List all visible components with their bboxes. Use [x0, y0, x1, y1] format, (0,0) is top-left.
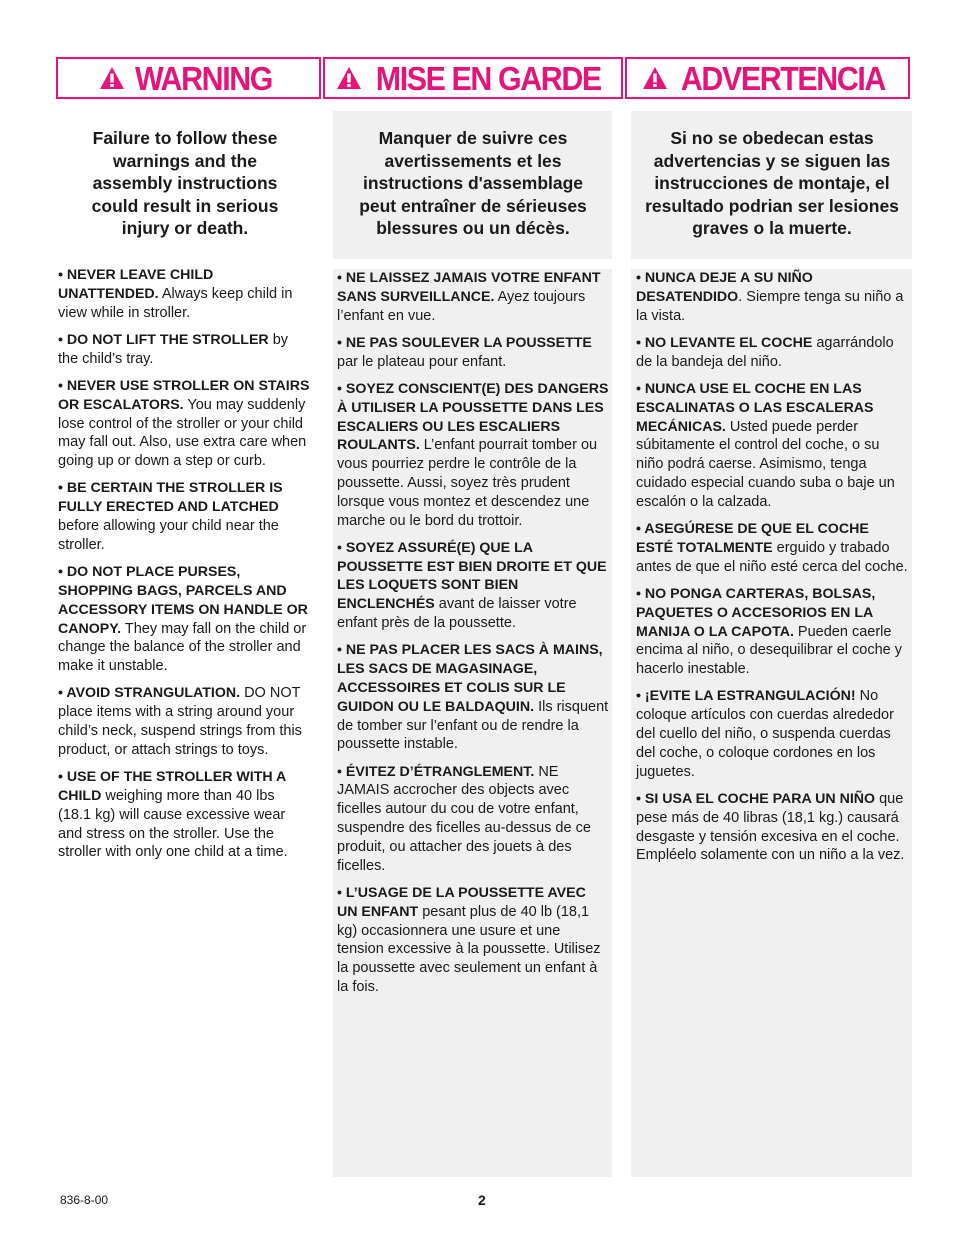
- banner-cell-english: [56, 57, 321, 99]
- warning-triangle-icon: [99, 66, 125, 90]
- list-item: • ÉVITEZ D’ÉTRANGLEMENT. NE JAMAIS accrocher des objects avec ficelles autour du cou de votre enfant, suspendre des ficelles au-dessus de ce produit, ou attacher des jouets à des ficelles.: [337, 763, 591, 874]
- list-item: • ¡EVITE LA ESTRANGULACIÓN! No coloque artículos con cuerdas alrededor del cuello del niño, o suspenda cuerdas del coche, o coloque cordones en los juguetes.: [636, 688, 894, 780]
- list-item: • AVOID STRANGULATION. DO NOT place items with a string around your child’s neck, suspend strings from this product, or attach strings to toys.: [58, 685, 302, 758]
- banner-title-warning: WARNING: [134, 59, 273, 97]
- list-item: • DO NOT LIFT THE STROLLER by the child’s tray.: [58, 331, 289, 367]
- english-intro: Failure to follow these warnings and the assembly instructions could result in serious injury or death.: [91, 128, 279, 238]
- page-number: 2: [478, 1192, 486, 1208]
- list-item: • NEVER USE STROLLER ON STAIRS OR ESCALATORS. You may suddenly lose control of the stroller or your child may fall out. Also, use extra care when going up or down a step or curb.: [58, 377, 310, 470]
- document-code: 836-8-00: [60, 1193, 109, 1207]
- french-warnings: [337, 269, 609, 1005]
- banner-title-mise-en-garde: MISE EN GARDE: [375, 59, 601, 97]
- list-item: • SOYEZ CONSCIENT(E) DES DANGERS À UTILISER LA POUSSETTE DANS LES ESCALIERS OU LES ESCALIERS ROULANTS. L’enfant pourrait tomber ou vous pourriez perdre le contrôle de la poussette. Aussi, soyez très prudent lorsque vous montez et descendez une marche ou le bord du trottoir.: [337, 380, 609, 529]
- list-item: • SI USA EL COCHE PARA UN NIÑO que pese más de 40 libras (18,1 kg.) causará desgaste y tensión excesiva en el coche. Empléelo solamente con un niño a la vez.: [636, 790, 905, 864]
- french-intro: Manquer de suivre ces avertissements et les instructions d'assemblage peut entraîner de sérieuses blessures ou un décès.: [359, 128, 587, 238]
- list-item: • NUNCA DEJE A SU NIÑO DESATENDIDO. Siempre tenga su niño a la vista.: [636, 270, 904, 324]
- warning-triangle-icon: [642, 66, 668, 90]
- list-item: • NUNCA USE EL COCHE EN LAS ESCALINATAS O LAS ESCALERAS MECÁNICAS. Usted puede perder súbitamente el control del coche, o su niño podrá caerse. Asimismo, tenga cuidado especial cuando suba o baje un escalón o la calzada.: [636, 380, 895, 510]
- list-item: • L’USAGE DE LA POUSSETTE AVEC UN ENFANT pesant plus de 40 lb (18,1 kg) occasionnera une usure et une tension excessive à la poussette. Utilisez la poussette avec seulement un enfant à la fois.: [337, 884, 601, 995]
- spanish-warnings: [636, 269, 908, 874]
- warning-banner: [56, 57, 910, 99]
- list-item: • SOYEZ ASSURÉ(E) QUE LA POUSSETTE EST BIEN DROITE ET QUE LES LOQUETS SONT BIEN ENCLENCHÉS avant de laisser votre enfant près de la poussette.: [337, 539, 607, 632]
- list-item: • ASEGÚRESE DE QUE EL COCHE ESTÉ TOTALMENTE erguido y trabado antes de que el niño esté cerca del coche.: [636, 521, 908, 575]
- list-item: • NEVER LEAVE CHILD UNATTENDED. Always keep child in view while in stroller.: [58, 267, 293, 321]
- warning-triangle-icon: [336, 66, 362, 90]
- spanish-intro: Si no se obedecan estas advertencias y se siguen las instrucciones de montaje, el resultado podrian ser lesiones graves o la muerte.: [645, 128, 899, 238]
- list-item: • USE OF THE STROLLER WITH A CHILD weighing more than 40 lbs (18.1 kg) will cause excessive wear and stress on the stroller. Use the stroller with only one child at a time.: [58, 769, 288, 861]
- list-item: • NE PAS PLACER LES SACS À MAINS, LES SACS DE MAGASINAGE, ACCESSOIRES ET COLIS SUR LE GUIDON OU LE BALDAQUIN. Ils risquent de tomber sur l’enfant ou de rendre la poussette instable.: [337, 642, 609, 753]
- list-item: • BE CERTAIN THE STROLLER IS FULLY ERECTED AND LATCHED before allowing your child near the stroller.: [58, 480, 283, 553]
- banner-cell-french: [323, 57, 623, 99]
- banner-cell-spanish: [625, 57, 910, 99]
- english-warnings: [58, 266, 310, 871]
- banner-title-advertencia: ADVERTENCIA: [680, 59, 885, 97]
- list-item: • NO PONGA CARTERAS, BOLSAS, PAQUETES O ACCESORIOS EN LA MANIJA O LA CAPOTA. Pueden caerle encima al niño, o desequilibrar el coche y hacerlo inestable.: [636, 585, 902, 678]
- list-item: • NO LEVANTE EL COCHE agarrándolo de la bandeja del niño.: [636, 334, 894, 370]
- list-item: • NE LAISSEZ JAMAIS VOTRE ENFANT SANS SURVEILLANCE. Ayez toujours l’enfant en vue.: [337, 270, 601, 324]
- list-item: • NE PAS SOULEVER LA POUSSETTE par le plateau pour enfant.: [337, 334, 592, 370]
- list-item: • DO NOT PLACE PURSES, SHOPPING BAGS, PARCELS AND ACCESSORY ITEMS ON HANDLE OR CANOPY. They may fall on the child or change the balance of the stroller and make it unstable.: [58, 564, 308, 675]
